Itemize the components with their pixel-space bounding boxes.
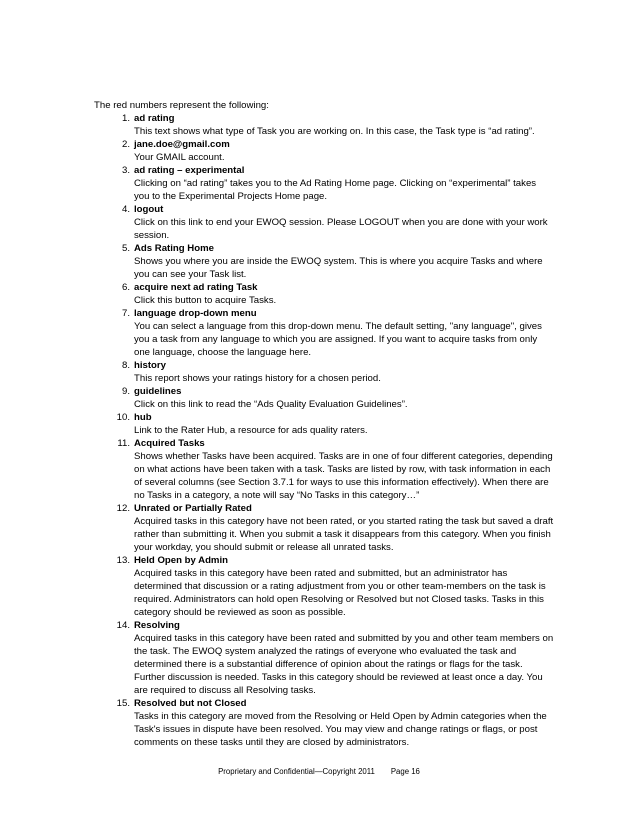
list-item-title: Acquired Tasks (134, 438, 205, 449)
list-item (94, 203, 554, 242)
list-item-number-text: 6. (121, 282, 130, 293)
list-item-number-text: 5. (121, 243, 130, 254)
list-item-body (130, 619, 554, 697)
list-item-title: Resolving (134, 620, 180, 631)
list-item-number-text: 8. (121, 360, 130, 371)
list-item-body (130, 697, 554, 749)
list-item (94, 502, 554, 554)
list-item (94, 619, 554, 697)
list-item-description: Click this button to acquire Tasks. (134, 295, 277, 306)
list-item-title: hub (134, 412, 152, 423)
list-item-description: You can select a language from this drop-down menu. The default setting, "any language", gives you a task from any language to which you are assigned. If you want to acquire tasks from only one language, choose the language here. (134, 321, 542, 358)
list-item-body (130, 307, 554, 359)
list-item-body (130, 164, 554, 203)
list-item-number-text: 3. (121, 165, 130, 176)
list-item-description: Acquired tasks in this category have been rated and submitted, but an administrator has determined that discussion or a rating adjustment from you or other team-members on the task is required. Administrators can hold open Resolving or Resolved but not Closed tasks. Tasks in this category should be reviewed as soon as possible. (134, 568, 546, 618)
list-item (94, 359, 554, 385)
list-item (94, 242, 554, 281)
list-item-title: jane.doe@gmail.com (134, 139, 230, 150)
list-item-number-text: 14. (116, 620, 130, 631)
list-item-description: Tasks in this category are moved from the Resolving or Held Open by Admin categories when the Task's issues in dispute have been resolved. You may view and change ratings or flags, or post comments on these tasks until they are closed by administrators. (134, 711, 547, 748)
list-item-description: Shows whether Tasks have been acquired. Tasks are in one of four different categories, depending on what actions have been taken with a task. Tasks are listed by row, with task information in each of several columns (see Section 3.7.1 for ways to use this information effectively). When there are no Tasks in a category, a note will say “No Tasks in this category…” (134, 451, 553, 501)
list-item (94, 437, 554, 502)
list-item-title: Unrated or Partially Rated (134, 503, 252, 514)
list-item (94, 411, 554, 437)
list-item-body (130, 242, 554, 281)
copyright-notice: Proprietary and Confidential—Copyright 2011 (218, 767, 375, 776)
list-item-title: history (134, 360, 166, 371)
list-item-body (130, 359, 554, 385)
list-item-number-text: 9. (121, 386, 130, 397)
list-item-description: This report shows your ratings history for a chosen period. (134, 373, 381, 384)
list-item-number-text: 12. (116, 503, 130, 514)
list-item-number (94, 385, 130, 411)
list-item-body (130, 502, 554, 554)
list-item-number-text: 7. (121, 308, 130, 319)
list-item-number (94, 203, 130, 242)
list-item-description: Shows you where you are inside the EWOQ system. This is where you acquire Tasks and where you can see your Task list. (134, 256, 543, 280)
list-item-number (94, 112, 130, 138)
list-item-title: ad rating – experimental (134, 165, 245, 176)
list-item-title: logout (134, 204, 164, 215)
list-item-number (94, 281, 130, 307)
list-item-number (94, 502, 130, 554)
list-item-title: ad rating (134, 113, 175, 124)
list-item-number (94, 697, 130, 749)
list-item-description: Your GMAIL account. (134, 152, 225, 163)
list-item-title: acquire next ad rating Task (134, 282, 258, 293)
list-item (94, 281, 554, 307)
list-item-description: Click on this link to read the “Ads Quality Evaluation Guidelines”. (134, 399, 408, 410)
list-item-body (130, 138, 554, 164)
list-item-number (94, 164, 130, 203)
legend-list (94, 112, 554, 749)
list-item-body (130, 411, 554, 437)
list-item-description: Acquired tasks in this category have been rated and submitted by you and other team members on the task. The EWOQ system analyzed the ratings of everyone who evaluated the task and determined there is a substantial difference of opinion about the ratings or flags for the task. Further discussion is needed. Tasks in this category should be reviewed at least once a day. You are required to discuss all Resolving tasks. (134, 633, 554, 696)
list-item-description: Clicking on “ad rating” takes you to the Ad Rating Home page. Clicking on “experimental” takes you to the Experimental Projects Home page. (134, 178, 537, 202)
list-item-description: This text shows what type of Task you are working on. In this case, the Task type is “ad rating”. (134, 126, 535, 137)
list-item-number-text: 15. (116, 698, 130, 709)
list-item-number (94, 619, 130, 697)
list-item-description: Acquired tasks in this category have not been rated, or you started rating the task but saved a draft rather than submitting it. When you submit a task it disappears from this category. When you finish your workday, you should submit or release all unrated tasks. (134, 516, 554, 553)
list-item-number (94, 359, 130, 385)
list-item-body (130, 112, 554, 138)
list-item-number (94, 554, 130, 619)
page-footer (0, 767, 638, 777)
list-item-body (130, 554, 554, 619)
list-item-number (94, 411, 130, 437)
list-item-description: Click on this link to end your EWOQ session. Please LOGOUT when you are done with your work session. (134, 217, 548, 241)
list-item (94, 138, 554, 164)
list-item-title: Held Open by Admin (134, 555, 228, 566)
list-item (94, 554, 554, 619)
list-item-body (130, 437, 554, 502)
list-item-number-text: 2. (121, 139, 130, 150)
list-item (94, 164, 554, 203)
list-item (94, 307, 554, 359)
list-item-body (130, 385, 554, 411)
list-item-number (94, 307, 130, 359)
page-number: Page 16 (390, 767, 420, 776)
list-item-title: Ads Rating Home (134, 243, 214, 254)
list-item-number (94, 437, 130, 502)
list-item-number-text: 1. (121, 113, 130, 124)
list-item-body (130, 281, 554, 307)
list-item-number-text: 13. (116, 555, 130, 566)
list-item-title: guidelines (134, 386, 182, 397)
list-item (94, 112, 554, 138)
list-item-title: language drop-down menu (134, 308, 257, 319)
list-item-number (94, 242, 130, 281)
list-item-number-text: 10. (116, 412, 130, 423)
list-item (94, 697, 554, 749)
list-item-body (130, 203, 554, 242)
list-item-number-text: 4. (121, 204, 130, 215)
list-item-description: Link to the Rater Hub, a resource for ads quality raters. (134, 425, 368, 436)
intro-text: The red numbers represent the following: (94, 100, 269, 111)
list-item-title: Resolved but not Closed (134, 698, 247, 709)
list-item-number-text: 11. (117, 438, 130, 449)
list-item (94, 385, 554, 411)
list-item-number (94, 138, 130, 164)
